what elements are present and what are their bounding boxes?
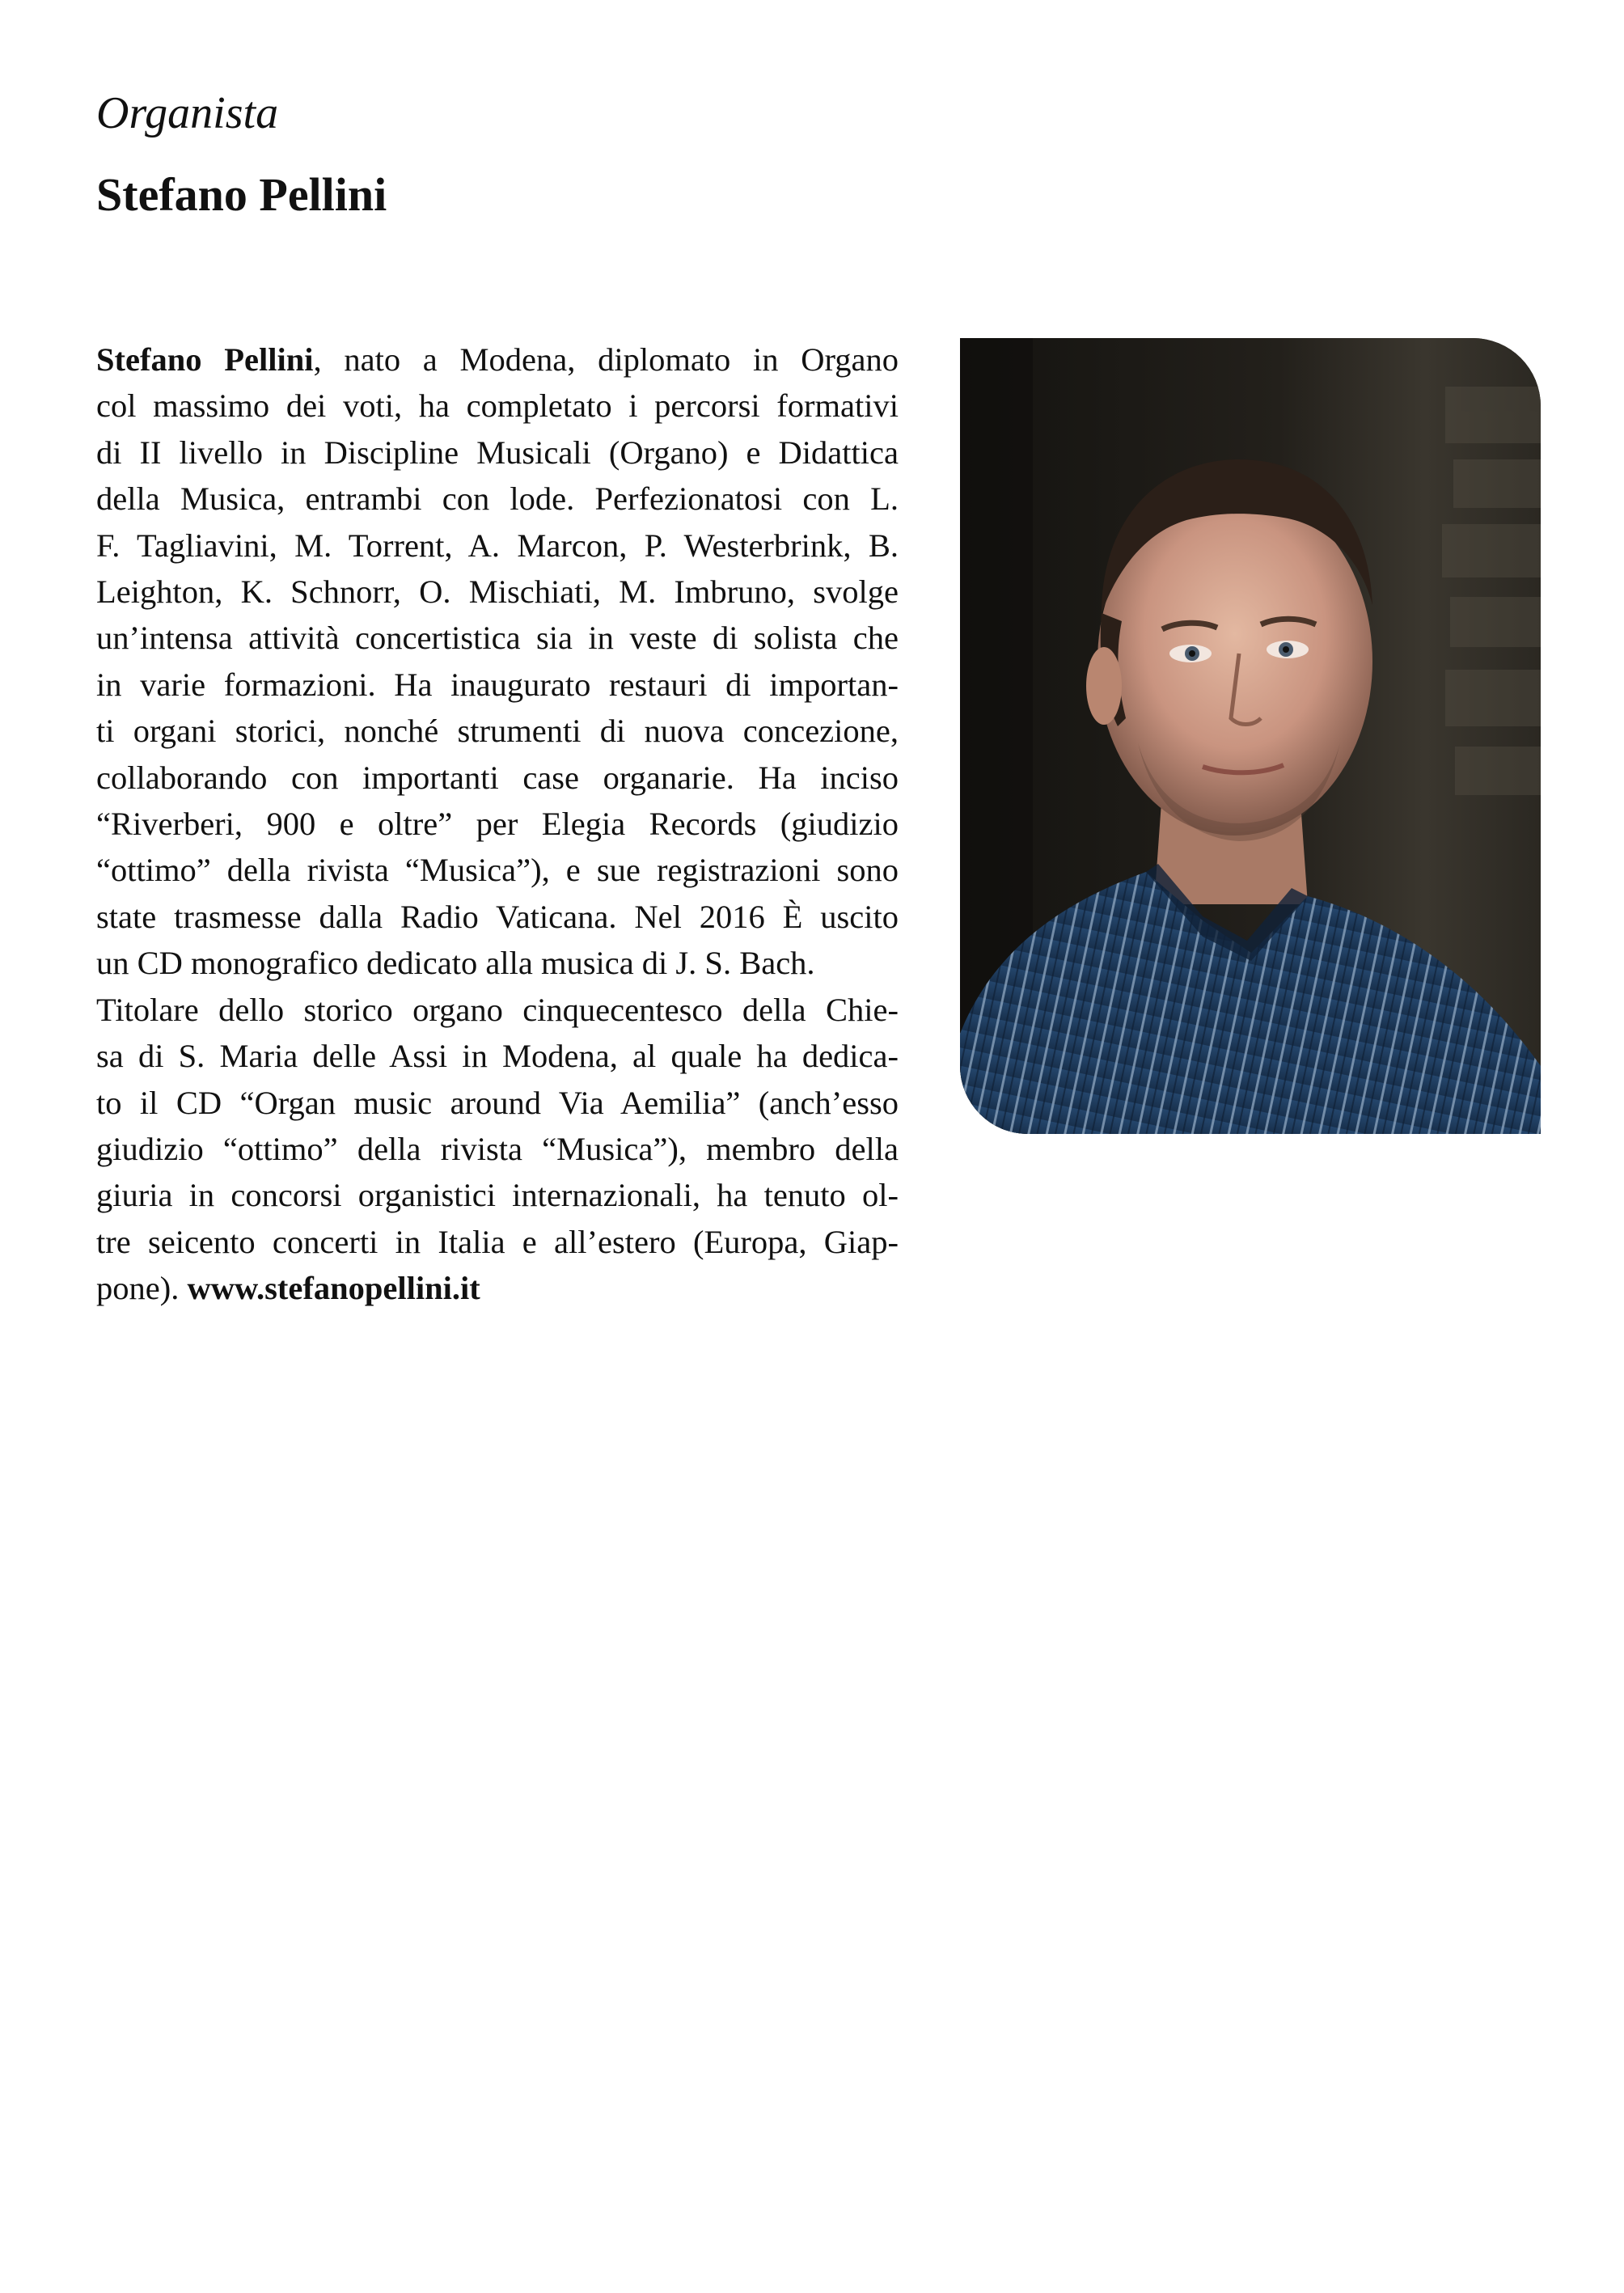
bio-line: F. Tagliavini, M. Torrent, A. Marcon, P. Westerbrink, B.: [96, 527, 899, 564]
bio-line: to il CD “Organ music around Via Aemilia” (anch’esso: [96, 1084, 899, 1121]
bio-line: state trasmesse dalla Radio Vaticana. Nel 2016 È uscito: [96, 898, 899, 935]
bio-line: Stefano Pellini, nato a Modena, diplomato in Organo: [96, 341, 899, 378]
bio-line: collaborando con importanti case organarie. Ha inciso: [96, 759, 899, 796]
bio-line: di II livello in Discipline Musicali (Organo) e Didattica: [96, 434, 899, 471]
bio-line: un’intensa attività concertistica sia in veste di solista che: [96, 620, 899, 657]
bio-line: “Riverberi, 900 e oltre” per Elegia Records (giudizio: [96, 806, 899, 843]
bio-line: giudizio “ottimo” della rivista “Musica”), membro della: [96, 1130, 899, 1167]
bio-line: un CD monografico dedicato alla musica di J. S. Bach.: [96, 945, 815, 982]
bio-line: Leighton, K. Schnorr, O. Mischiati, M. Imbruno, svolge: [96, 573, 899, 611]
page-title: Stefano Pellini: [96, 168, 387, 221]
bio-line: col massimo dei voti, ha completato i percorsi formativi: [96, 387, 899, 425]
portrait-photo: [960, 338, 1541, 1134]
bio-line: Titolare dello storico organo cinquecentesco della Chie-: [96, 991, 899, 1028]
bio-line-last: pone). www.stefanopellini.it: [96, 1270, 480, 1307]
bio-line: tre seicento concerti in Italia e all’estero (Europa, Giap-: [96, 1223, 899, 1260]
website-link[interactable]: www.stefanopellini.it: [187, 1270, 480, 1307]
bio-line: della Musica, entrambi con lode. Perfezionatosi con L.: [96, 480, 899, 518]
bio-line: in varie formazioni. Ha inaugurato restauri di importan-: [96, 666, 899, 703]
bio-line: sa di S. Maria delle Assi in Modena, al quale ha dedica-: [96, 1038, 899, 1075]
biography-text: [96, 336, 899, 1312]
bio-line: giuria in concorsi organistici internazionali, ha tenuto ol-: [96, 1177, 899, 1214]
bio-line: “ottimo” della rivista “Musica”), e sue registrazioni sono: [96, 852, 899, 889]
bio-line: ti organi storici, nonché strumenti di nuova concezione,: [96, 713, 899, 750]
page-role: Organista: [96, 88, 279, 138]
bio-name: Stefano Pellini: [96, 341, 314, 378]
